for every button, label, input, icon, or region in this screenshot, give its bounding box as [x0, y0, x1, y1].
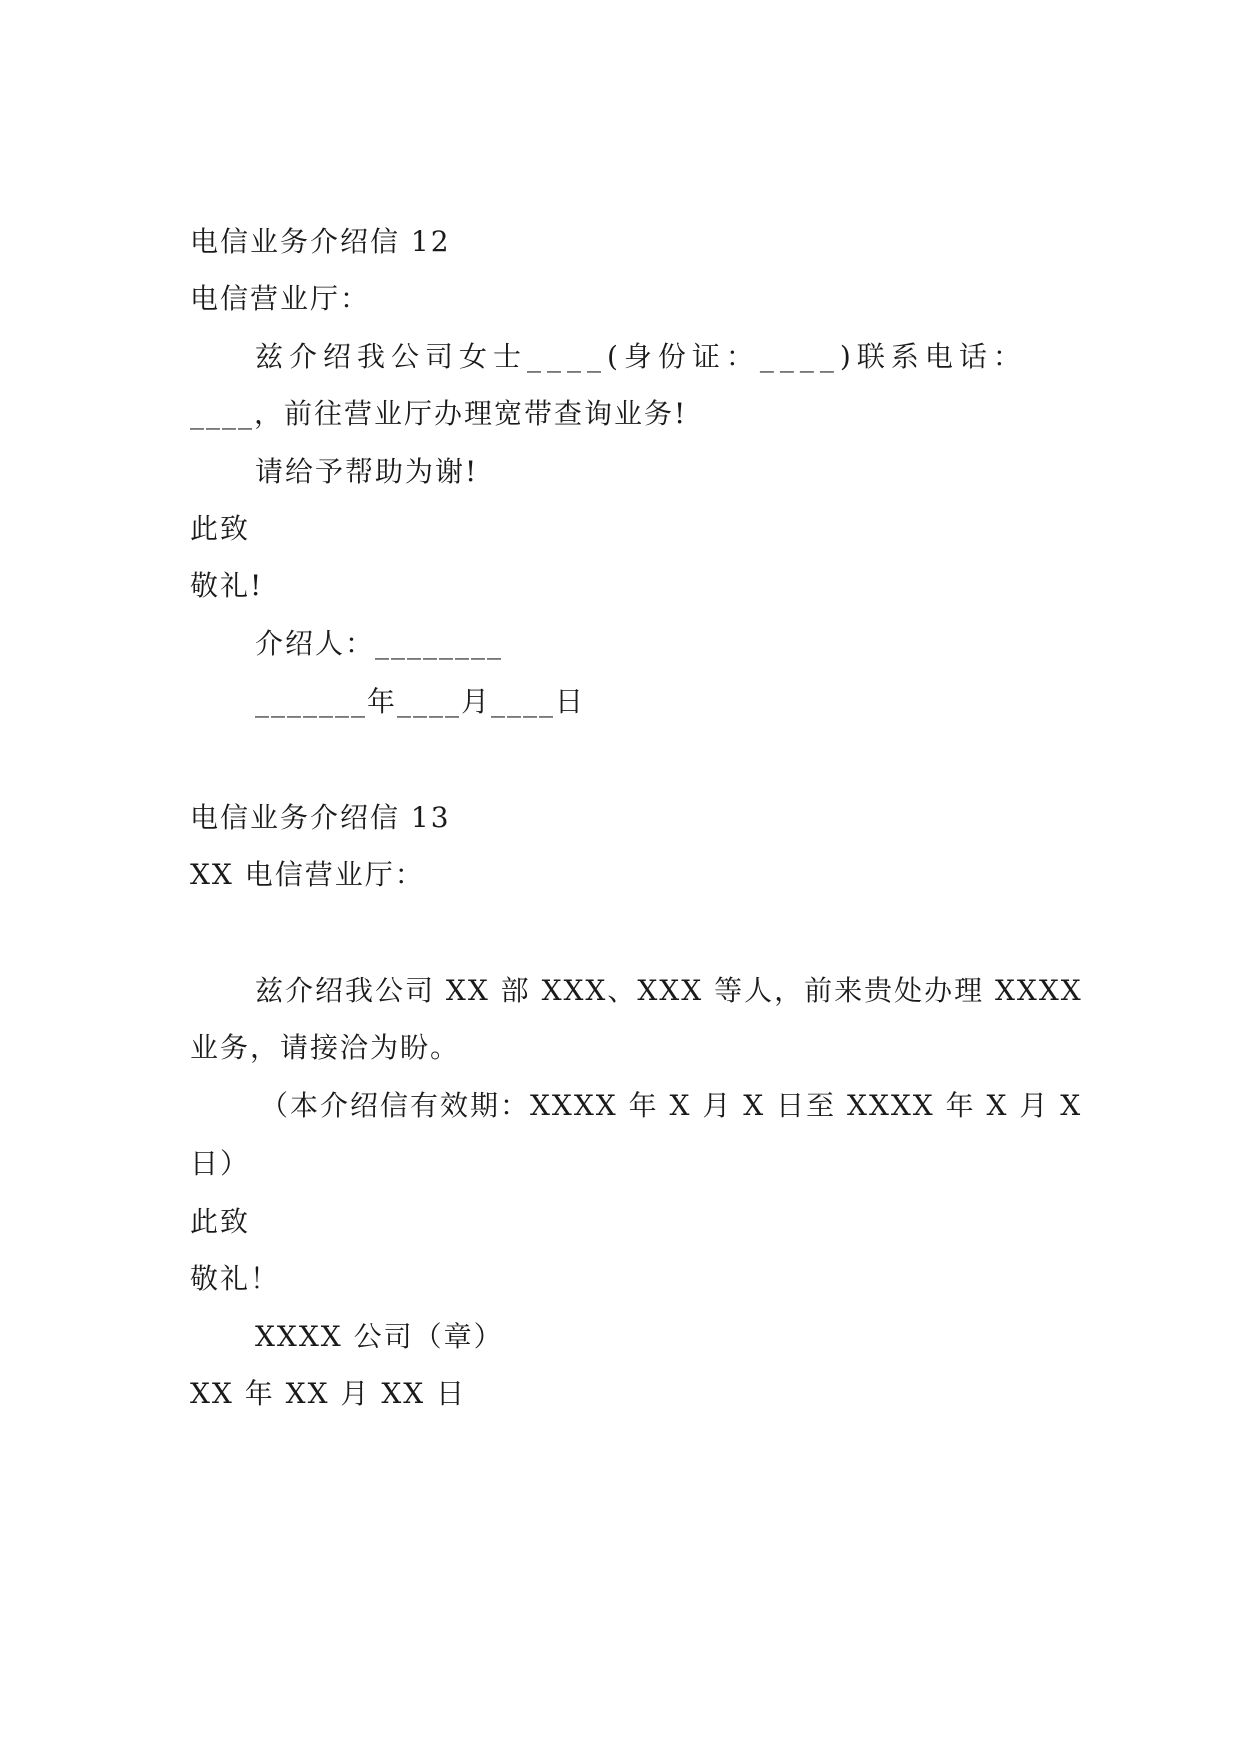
letter13-closing1: 此致	[190, 1205, 251, 1238]
letter13-salutation: XX 电信营业厅：	[190, 858, 425, 891]
letter12-introducer: 介绍人：________	[255, 627, 504, 660]
letter12-body-line2: ____，前往营业厅办理宽带查询业务!	[190, 397, 688, 430]
letter12-body-line1: 兹介绍我公司女士____(身份证：____)联系电话：	[255, 340, 1027, 373]
letter12-closing2: 敬礼!	[190, 569, 264, 602]
letter12-salutation: 电信营业厅：	[190, 282, 371, 315]
letter13-signature: XXXX 公司（章）	[255, 1320, 504, 1353]
letter13-body-line2: 业务，请接洽为盼。	[190, 1031, 461, 1064]
letter13-validity-line1: （本介绍信有效期：XXXX 年 X 月 X 日至 XXXX 年 X 月 X	[260, 1089, 1083, 1122]
letter13-title: 电信业务介绍信 13	[190, 801, 451, 834]
letter12-request: 请给予帮助为谢!	[255, 455, 479, 488]
letter13-body-line1: 兹介绍我公司 XX 部 XXX、XXX 等人，前来贵处办理 XXXX	[255, 974, 1083, 1007]
letter12-title: 电信业务介绍信 12	[190, 225, 451, 258]
letter13-date: XX 年 XX 月 XX 日	[190, 1377, 467, 1410]
letter13-closing2: 敬礼！	[190, 1262, 281, 1295]
letter12-closing1: 此致	[190, 512, 251, 545]
letter12-date: _______年____月____日	[255, 685, 586, 718]
letter13-validity-line2: 日）	[190, 1147, 251, 1180]
